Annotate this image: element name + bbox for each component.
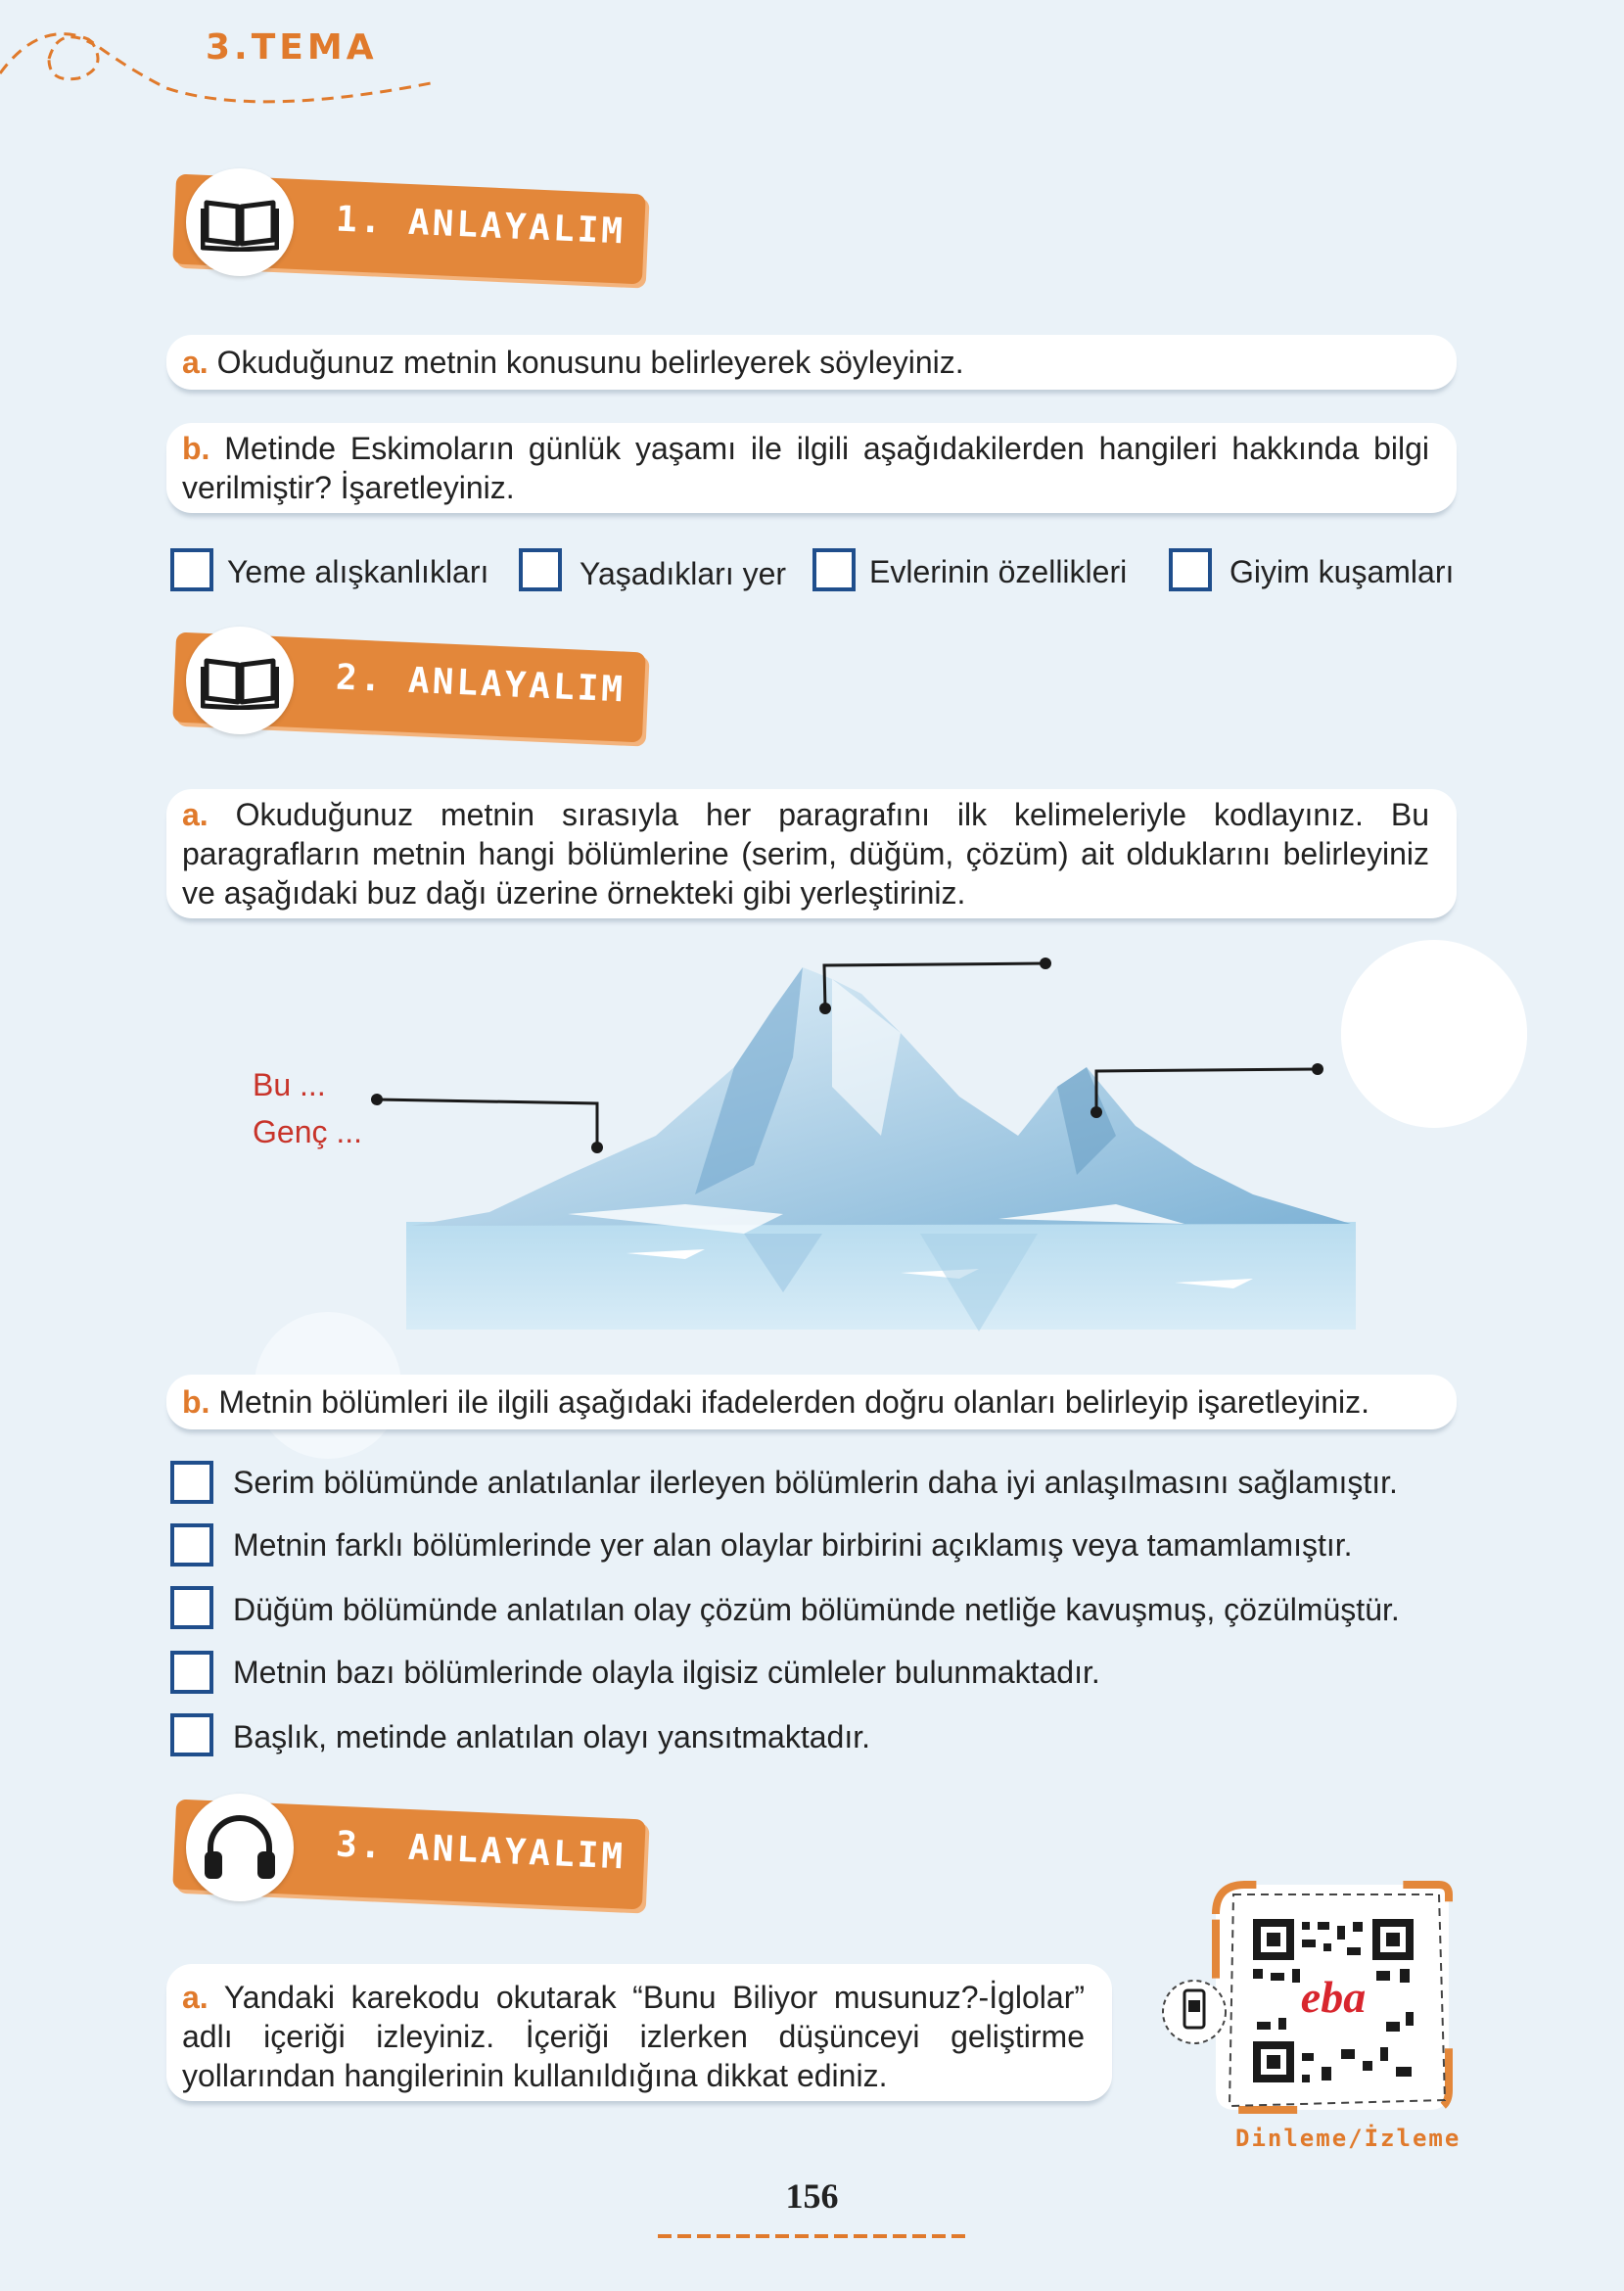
question-2b [166,1375,1457,1429]
option-label: Evlerinin özellikleri [869,554,1128,589]
question-label: b. [182,1384,210,1420]
section-title: 1. ANLAYALIM [335,199,626,253]
option-label: Giyim kuşamları [1230,554,1455,589]
statement-text: Metnin farklı bölümlerinde yer alan olaylar birbirini açıklamış veya tamamlamıştır. [233,1527,1353,1563]
statement-checkbox[interactable] [170,1523,213,1566]
eba-logo: eba [1300,1972,1367,2022]
question-text: Okuduğunuz metnin konusunu belirleyerek söyleyiniz. [216,345,964,380]
question-label: a. [182,1980,209,2015]
option-label: Yaşadıkları yer [580,556,787,591]
section-3-header [164,1792,654,1909]
qr-code-frame[interactable] [1155,1875,1459,2120]
question-label: a. [182,345,209,380]
page-number-underline [656,2230,969,2242]
question-text: Okuduğunuz metnin sırasıyla her paragrafını ilk kelimeleriyle kodlayınız. Bu paragrafların metnin hangi bölümlerine (serim, düğüm, çözüm) ait olduklarını belirleyiniz ve aşağıdaki buz dağı üzerine örnekteki gibi yerleştiriniz. [182,797,1430,911]
statement-checkbox[interactable] [170,1651,213,1694]
theme-label: 3.TEMA [206,27,378,68]
headphones-icon [186,1794,294,1901]
question-text: Metnin bölümleri ile ilgili aşağıdaki ifadelerden doğru olanları belirleyip işaretleyiniz. [218,1384,1370,1420]
statement-text: Başlık, metinde anlatılan olayı yansıtmaktadır. [233,1719,870,1754]
statement-text: Serim bölümünde anlatılanlar ilerleyen bölümlerin daha iyi anlaşılmasını sağlamıştır. [233,1465,1398,1500]
option-label: Yeme alışkanlıkları [227,554,489,589]
question-3a [166,1964,1112,2101]
question-label: b. [182,431,210,466]
page-number: 156 [785,2176,839,2216]
iceberg-label: Genç ... [253,1114,363,1149]
statement-checkbox[interactable] [170,1586,213,1629]
question-text: Yandaki karekodu okutarak “Bunu Biliyor musunuz?-İglolar” adlı içeriği izleyiniz. İçeriği izlerken düşünceyi geliştirme yollarından hangilerinin kullanıldığına dikkat ediniz. [182,1980,1086,2093]
statement-checkbox[interactable] [170,1713,213,1756]
statement-text: Metnin bazı bölümlerinde olayla ilgisiz cümleler bulunmaktadır. [233,1655,1100,1690]
statement-text: Düğüm bölümünde anlatılan olay çözüm bölümünde netliğe kavuşmuş, çözülmüştür. [233,1592,1400,1627]
iceberg-label: Bu ... [253,1067,326,1102]
question-label: a. [182,797,209,832]
qr-caption: Dinleme/İzleme [1235,2125,1462,2152]
statement-checkbox[interactable] [170,1461,213,1504]
section-title: 3. ANLAYALIM [335,1824,626,1878]
question-text: Metinde Eskimoların günlük yaşamı ile ilgili aşağıdakilerden hangileri hakkında bilgi verilmiştir? İşaretleyiniz. [182,431,1430,505]
section-title: 2. ANLAYALIM [335,657,626,711]
